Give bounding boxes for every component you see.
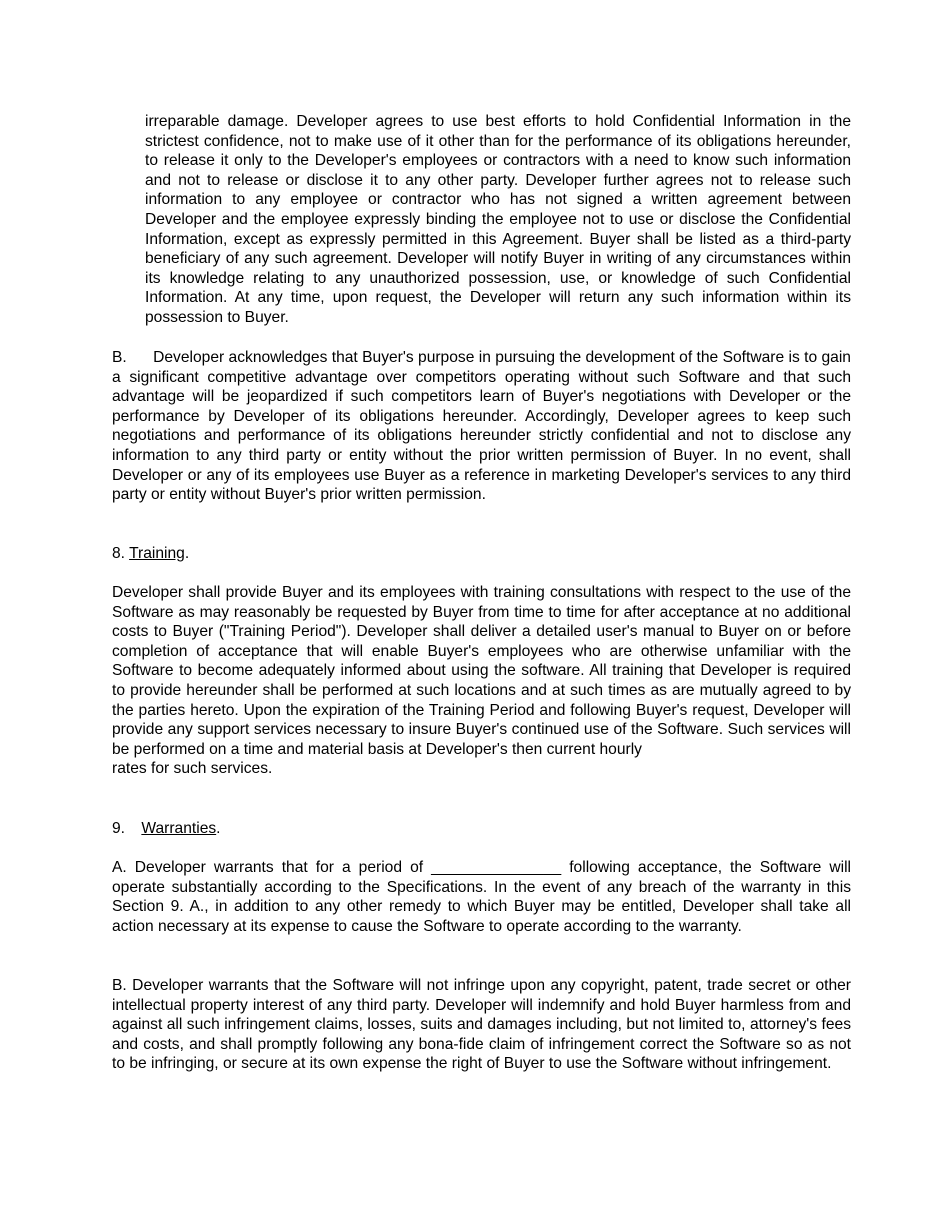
section-9-title-period: . bbox=[216, 820, 221, 837]
section-9-number: 9. bbox=[112, 820, 126, 837]
section-8-body bbox=[112, 583, 851, 779]
section-8-heading bbox=[112, 544, 189, 564]
section-8-body-text: Developer shall provide Buyer and its employees with training consultations with respect to the use of the Software as may reasonably be requested by Buyer from time to time for after acceptance at no additional costs to Buyer ("Training Period"). Developer shall deliver a detailed user's manual to Buyer on or before completion of acceptance that will enable Buyer's employees who are otherwise unfamiliar with the Software to become adequately informed about using the software. All training that Developer is required to provide hereunder shall be performed at such locations and at such times as are mutually agreed to by the parties hereto. Upon the expiration of the Training Period and following Buyer's request, Developer will provide any support services necessary to insure Buyer's continued use of the Software. Such services will be performed on a time and material basis at Developer's then current hourly bbox=[112, 584, 851, 758]
section-8-body-last-line: rates for such services. bbox=[112, 760, 273, 778]
section-9-heading bbox=[112, 819, 221, 839]
paragraph-b-label: B. bbox=[112, 349, 127, 366]
section-8-number: 8. bbox=[112, 545, 126, 562]
paragraph-b bbox=[112, 348, 851, 505]
section-8-title: Training bbox=[129, 545, 185, 562]
section-9-paragraph-b: B. Developer warrants that the Software will not infringe upon any copyright, patent, trade secret or other intellectual property interest of any third party. Developer will indemnify and hold Buyer harmless from and against all such infringement claims, losses, suits and damages including, but not limited to, attorney's fees and costs, and shall promptly following any bona-fide claim of infringement correct the Software so as not to be infringing, or secure at its own expense the right of Buyer to use the Software without infringement. bbox=[112, 977, 851, 1073]
confidentiality-continuation-paragraph: irreparable damage. Developer agrees to use best efforts to hold Confidential Information in the strictest confidence, not to make use of it other than for the performance of its obligations hereunder, to release it only to the Developer's employees or contractors with a need to know such information and not to release or disclose it to any other party. Developer further agrees not to release such information to any employee or contractor who has not signed a written agreement between Developer and the employee expressly binding the employee not to use or disclose the Confidential Information, except as expressly permitted in this Agreement. Buyer shall be listed as a third-party beneficiary of any such agreement. Developer will notify Buyer in writing of any circumstances within its knowledge relating to any unauthorized possession, use, or knowledge of such Confidential Information. At any time, upon request, the Developer will return any such information within its possession to Buyer. bbox=[145, 113, 851, 326]
section-9-title: Warranties bbox=[141, 820, 217, 837]
section-9-paragraph-a: A. Developer warrants that for a period of _______________ following acceptance, the Software will operate substantially according to the Specifications. In the event of any breach of the warranty in this Section 9. A., in addition to any other remedy to which Buyer may be entitled, Developer shall take all action necessary at its expense to cause the Software to operate according to the warranty. bbox=[112, 859, 851, 935]
section-8-title-period: . bbox=[184, 545, 190, 562]
paragraph-b-text: Developer acknowledges that Buyer's purpose in pursuing the development of the Software is to gain a significant competitive advantage over competitors operating without such Software and that such advantage will be jeopardized if such competitors learn of Buyer's negotiations with Developer or the performance by Developer of its obligations hereunder. Accordingly, Developer agrees to keep such negotiations and performance of its obligations hereunder strictly confidential and not to disclose any information to any third party or entity without the prior written permission of Buyer. In no event, shall Developer or any of its employees use Buyer as a reference in marketing Developer's services to any third party or entity without Buyer's prior written permission. bbox=[112, 349, 851, 504]
